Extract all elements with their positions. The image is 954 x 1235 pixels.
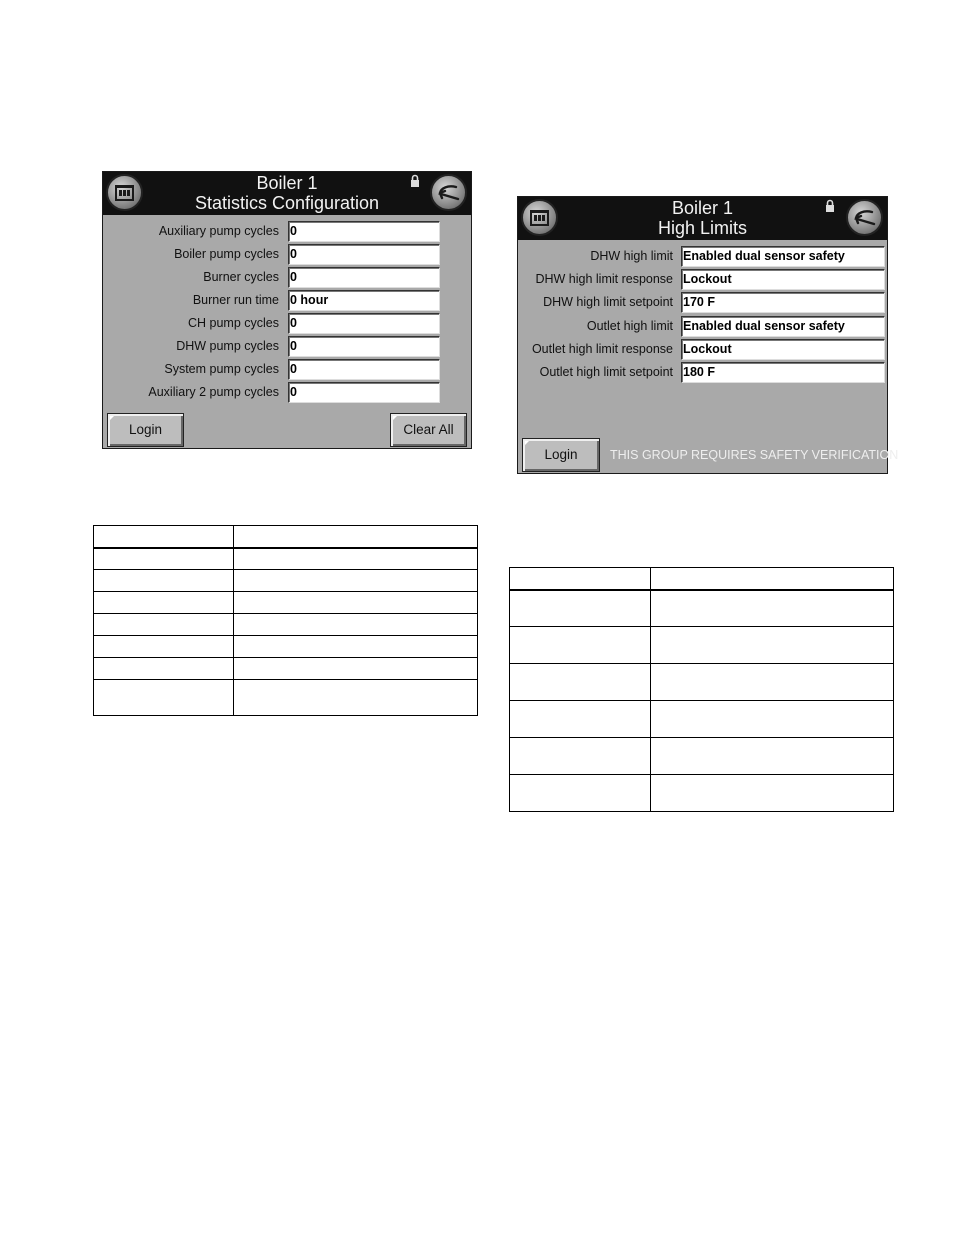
dhw-high-limit-label: DHW high limit [590,249,673,263]
home-button[interactable] [106,174,143,211]
outlet-high-limit-field[interactable]: Enabled dual sensor safety [681,316,885,337]
table-cell [651,627,894,664]
table-cell [234,614,478,636]
table-row [510,664,894,701]
burner-cycles-field[interactable]: 0 [288,267,440,288]
outlet-high-limit-setpoint-field[interactable]: 180 F [681,362,885,383]
high-limits-screen [517,196,899,474]
table-cell [94,636,234,658]
dhw-pump-cycles-field[interactable]: 0 [288,336,440,357]
table-header-row [94,526,478,548]
building-home-icon [523,201,556,234]
table-cell [234,680,478,716]
login-button[interactable] [107,413,184,447]
padlock-icon [410,174,420,188]
table-cell [234,570,478,592]
dhw-high-limit-setpoint-label: DHW high limit setpoint [543,295,673,309]
login-button-label: Login [128,422,163,437]
table-row [94,680,478,716]
table-cell [510,701,651,738]
home-button[interactable] [521,199,558,236]
auxiliary-2-pump-cycles-label: Auxiliary 2 pump cycles [148,385,279,399]
table-cell [651,590,894,627]
table-cell [510,775,651,812]
screen-title-line1: Boiler 1 [256,173,318,193]
dhw-high-limit-setpoint-field[interactable]: 170 F [681,292,885,313]
table-cell [94,680,234,716]
back-button[interactable] [846,199,883,236]
table-cell [510,568,651,590]
table-row [510,775,894,812]
building-home-icon [108,176,141,209]
table-cell [651,664,894,701]
system-pump-cycles-field[interactable]: 0 [288,359,440,380]
system-pump-cycles-label: System pump cycles [164,362,279,376]
table-cell [94,570,234,592]
table-row [510,738,894,775]
clear-all-button[interactable] [390,413,467,447]
button-corner-marker [525,441,529,445]
statistics-table [93,525,478,716]
table-row [94,570,478,592]
ch-pump-cycles-field[interactable]: 0 [288,313,440,334]
dhw-high-limit-response-label: DHW high limit response [535,272,673,286]
dhw-high-limit-field[interactable]: Enabled dual sensor safety [681,246,885,267]
table-row [94,614,478,636]
auxiliary-pump-cycles-field[interactable]: 0 [288,221,440,242]
table-cell [510,590,651,627]
table-cell [234,592,478,614]
safety-verification-note: THIS GROUP REQUIRES SAFETY VERIFICATION [610,448,899,462]
boiler-pump-cycles-field[interactable]: 0 [288,244,440,265]
table-cell [234,548,478,570]
auxiliary-2-pump-cycles-field[interactable]: 0 [288,382,440,403]
screen-title-line1: Boiler 1 [671,198,734,218]
dhw-pump-cycles-label: DHW pump cycles [176,339,279,353]
dhw-high-limit-response-field[interactable]: Lockout [681,269,885,290]
ch-pump-cycles-label: CH pump cycles [188,316,279,330]
table-cell [651,701,894,738]
table-cell [510,627,651,664]
table-cell [234,526,478,548]
table-row [94,636,478,658]
table-cell [651,738,894,775]
padlock-icon [825,199,835,213]
table-cell [94,614,234,636]
table-cell [94,526,234,548]
burner-run-time-field[interactable]: 0 hour [288,290,440,311]
table-row [510,590,894,627]
statistics-configuration-screen [102,171,472,449]
auxiliary-pump-cycles-label: Auxiliary pump cycles [158,224,279,238]
outlet-high-limit-setpoint-label: Outlet high limit setpoint [539,365,673,379]
high-limits-table [509,567,894,812]
table-row [510,701,894,738]
burner-cycles-label: Burner cycles [203,270,279,284]
table-cell [651,775,894,812]
screen-title-line2: Statistics Configuration [194,193,380,213]
table-cell [234,636,478,658]
boiler-pump-cycles-label: Boiler pump cycles [174,247,279,261]
outlet-high-limit-response-field[interactable]: Lockout [681,339,885,360]
back-button[interactable] [430,174,467,211]
burner-run-time-label: Burner run time [192,293,279,307]
outlet-high-limit-label: Outlet high limit [586,319,673,333]
table-cell [510,738,651,775]
login-button[interactable] [522,438,600,472]
table-cell [234,658,478,680]
clear-all-button-label: Clear All [403,422,454,437]
table-row [510,627,894,664]
table-row [94,548,478,570]
table-header-row [510,568,894,590]
button-corner-marker [110,416,114,420]
outlet-high-limit-response-label: Outlet high limit response [531,342,673,356]
login-button-label: Login [544,447,578,462]
back-arrow-icon [432,176,465,209]
screen-title-line2: High Limits [657,218,748,238]
table-cell [651,568,894,590]
table-cell [94,548,234,570]
table-row [94,592,478,614]
table-cell [94,658,234,680]
table-cell [94,592,234,614]
table-cell [510,664,651,701]
button-corner-marker [393,416,397,420]
table-row [94,658,478,680]
back-arrow-icon [848,201,881,234]
